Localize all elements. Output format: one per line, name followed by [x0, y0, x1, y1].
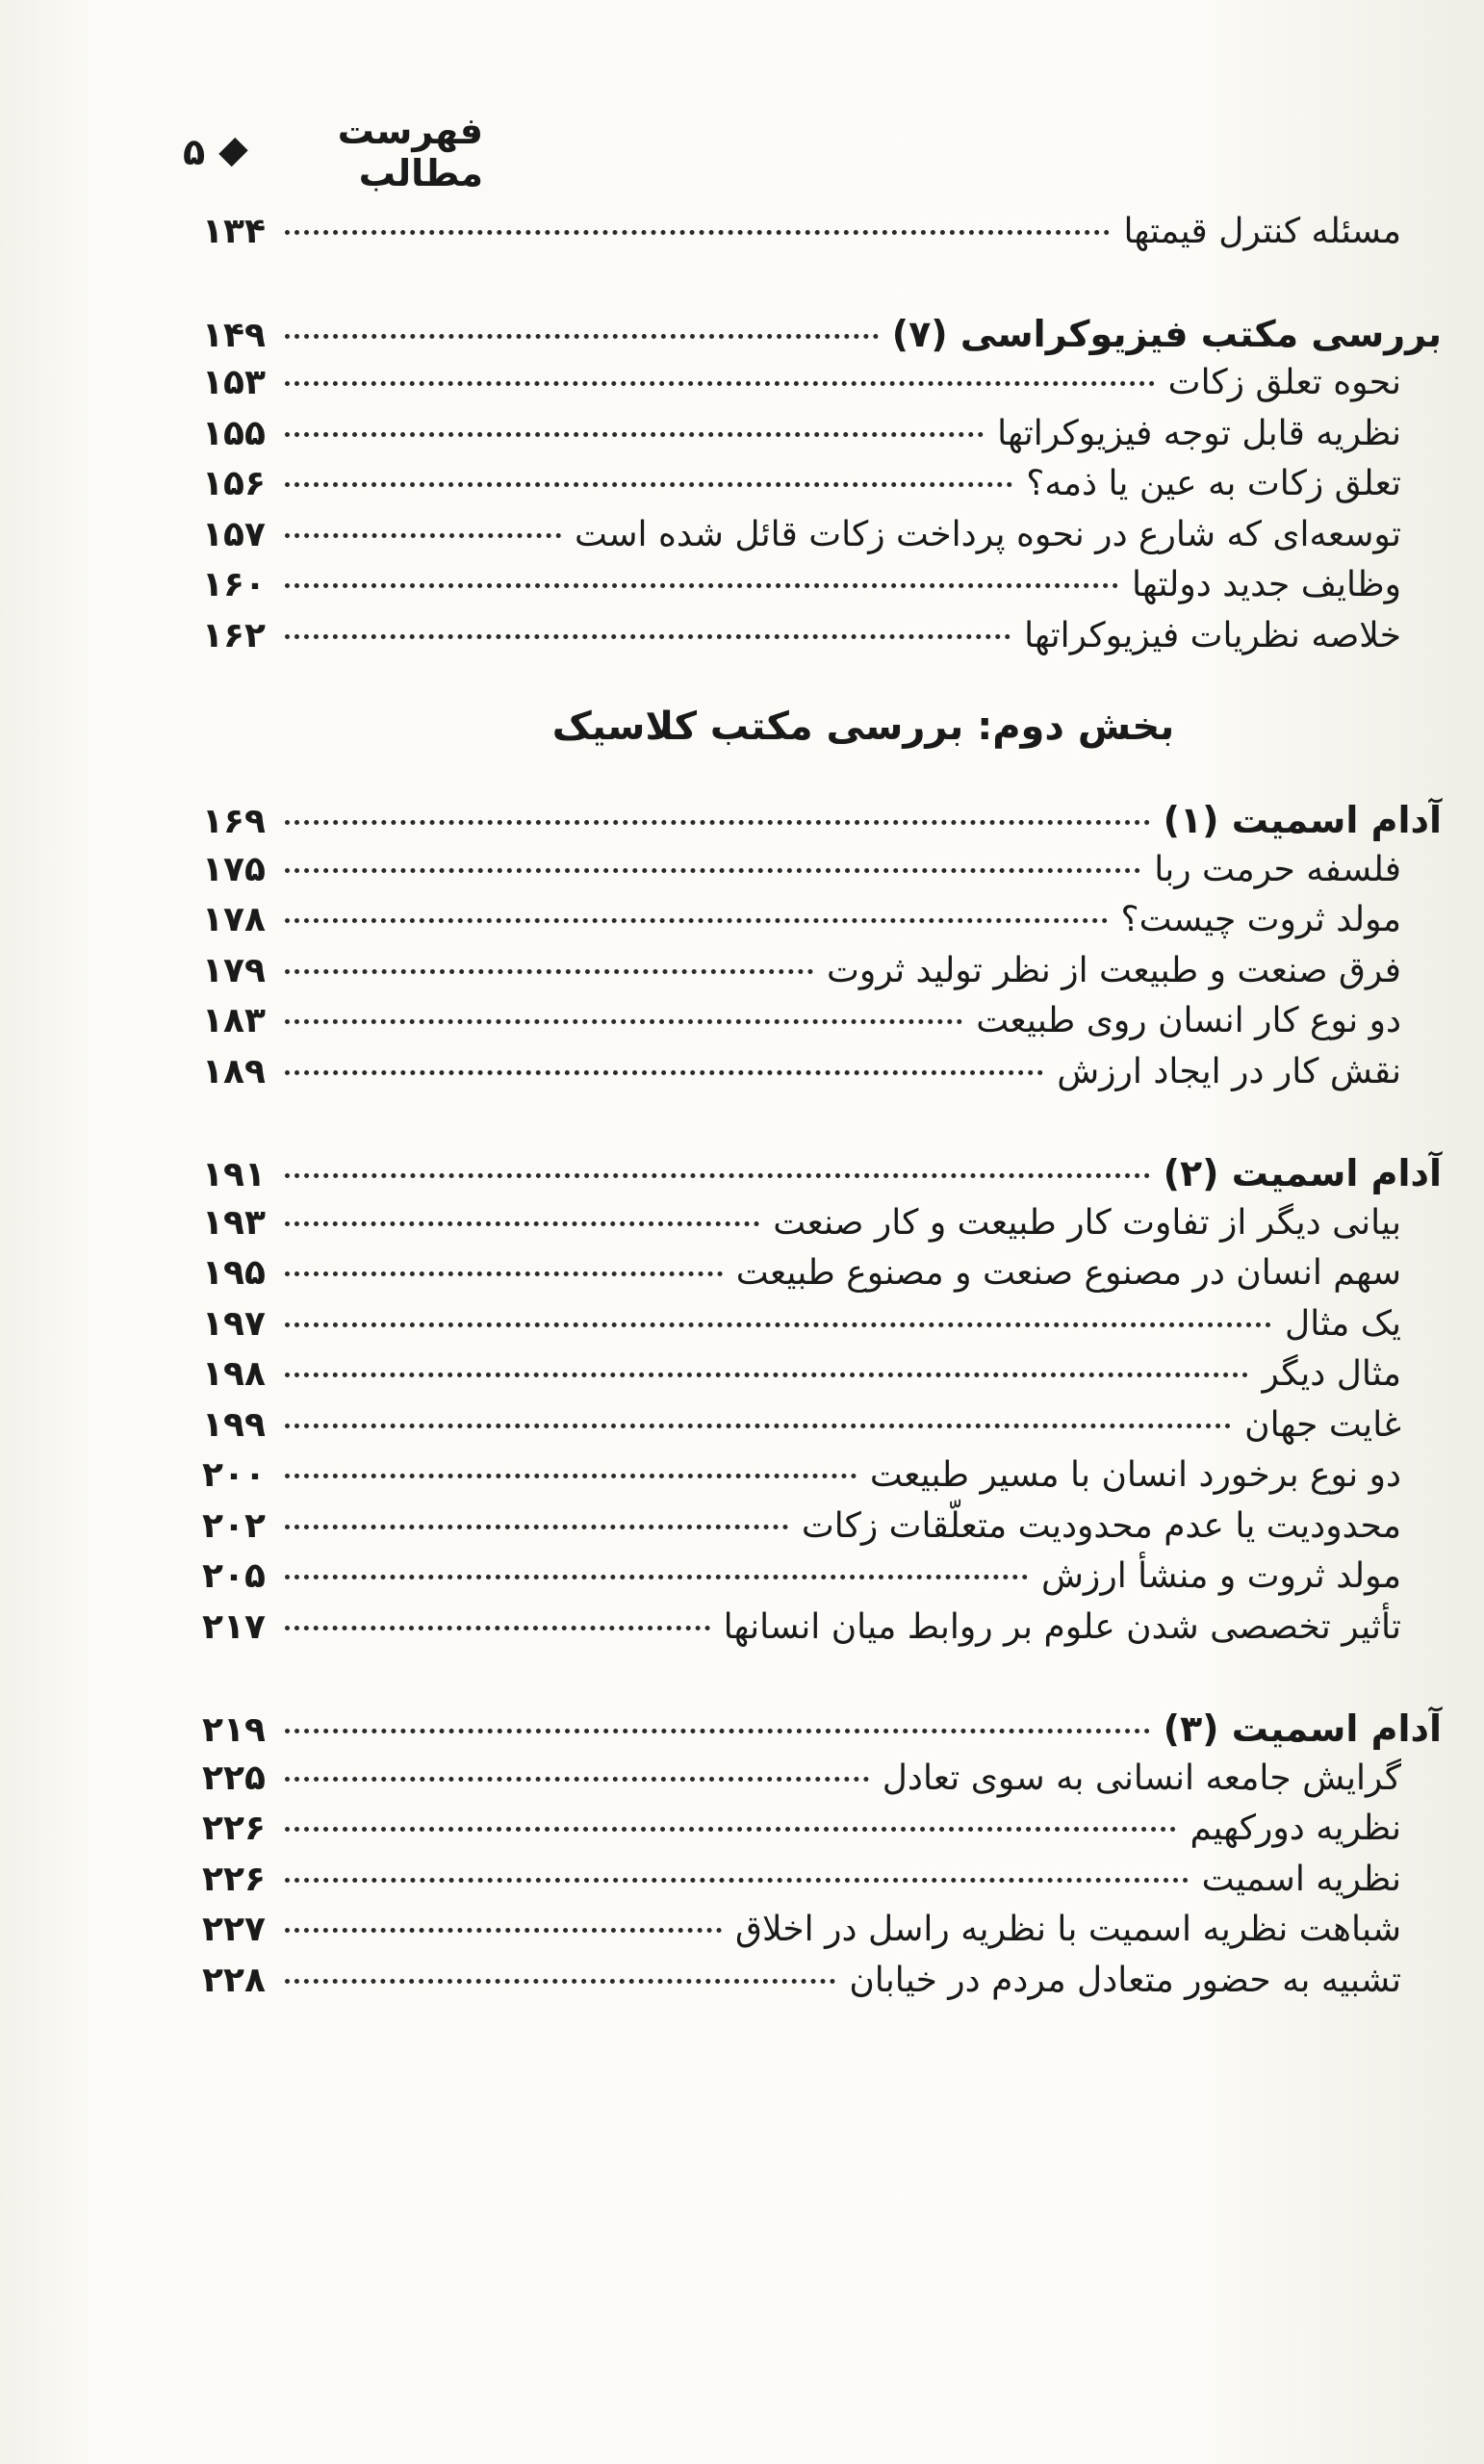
dot-leader: [285, 1019, 962, 1024]
toc-entry-page: ۲۲۶: [202, 1859, 266, 1899]
section-gap: [202, 1657, 1409, 1707]
toc-chapter-title: آدام اسمیت (۲): [1163, 1152, 1442, 1194]
toc-entry-title: تعلق زکات به عین یا ذمه؟: [1026, 464, 1401, 503]
toc-entry-page: ۱۷۹: [202, 950, 266, 990]
running-head-title: فهرست مطالب: [337, 110, 483, 194]
toc-entry-title: گرایش جامعه انسانی به سوی تعادل: [882, 1758, 1401, 1798]
toc-entry-page: ۲۰۰: [202, 1455, 266, 1495]
toc-entry[interactable]: [202, 1860, 1409, 1911]
dot-leader: [285, 1928, 722, 1933]
toc-entry-title: نقش کار در ایجاد ارزش: [1057, 1051, 1401, 1091]
toc-chapter-title: آدام اسمیت (۱): [1163, 799, 1442, 841]
toc-chapter-entry[interactable]: [202, 1707, 1442, 1758]
dot-leader: [285, 1322, 1271, 1327]
toc-entry-page: ۱۵۶: [202, 464, 266, 503]
dot-leader: [285, 533, 561, 538]
toc-chapter-title: آدام اسمیت (۳): [1163, 1707, 1442, 1750]
toc-entry-page: ۱۷۸: [202, 900, 266, 939]
toc-entry-title: غایت جهان: [1244, 1404, 1401, 1445]
toc-entry[interactable]: [202, 1203, 1409, 1254]
dot-leader: [285, 1979, 835, 1984]
toc-entry-title: دو نوع کار انسان روی طبیعت: [976, 1001, 1401, 1040]
dot-leader: [285, 1271, 723, 1276]
toc-entry[interactable]: [202, 1304, 1409, 1355]
toc-entry-title: تشبیه به حضور متعادل مردم در خیابان: [849, 1960, 1401, 2000]
toc-entry-page: ۱۵۵: [202, 413, 266, 453]
toc-entry-title: شباهت نظریه اسمیت با نظریه راسل در اخلاق: [735, 1910, 1401, 1949]
toc-chapter-page: ۲۱۹: [202, 1710, 266, 1750]
dot-leader: [285, 1525, 788, 1529]
toc-entry-page: ۱۶۲: [202, 615, 266, 655]
toc-entry[interactable]: [202, 464, 1409, 515]
dot-leader: [285, 1729, 1150, 1733]
dot-leader: [285, 1878, 1189, 1883]
toc-entry[interactable]: [202, 565, 1409, 616]
dot-leader: [285, 969, 813, 974]
toc-chapter-entry[interactable]: [202, 799, 1442, 850]
toc-entry[interactable]: [202, 1001, 1409, 1052]
toc-chapter-entry[interactable]: [202, 312, 1442, 364]
part-heading: بخش دوم: بررسی مکتب کلاسیک: [551, 705, 1175, 749]
section-gap: [202, 1102, 1409, 1152]
toc-entry-page: ۲۲۷: [202, 1910, 266, 1949]
toc-entry-page: ۱۹۹: [202, 1404, 266, 1445]
section-gap: [202, 263, 1409, 313]
toc-entry-page: ۱۳۴: [202, 212, 266, 251]
dot-leader: [285, 1474, 857, 1478]
toc-entry-title: تأثیر تخصصی شدن علوم بر روابط میان انسانها: [723, 1606, 1401, 1647]
toc-entry-page: ۲۲۸: [202, 1960, 266, 2000]
dot-leader: [285, 1173, 1150, 1178]
dot-leader: [285, 868, 1140, 873]
toc-entry[interactable]: [202, 1910, 1409, 1961]
running-head-page-number: ۵: [183, 131, 206, 173]
toc-entry[interactable]: [202, 1961, 1409, 2012]
toc-entry[interactable]: [202, 1405, 1409, 1456]
toc-entry[interactable]: [202, 1253, 1409, 1304]
toc-entry-title: محدودیت یا عدم محدودیت متعلّقات زکات: [801, 1505, 1401, 1546]
dot-leader: [285, 482, 1012, 487]
toc-entry-page: ۲۱۷: [202, 1606, 266, 1647]
toc-entry[interactable]: [202, 515, 1409, 566]
toc-entry-title: سهم انسان در مصنوع صنعت و مصنوع طبیعت: [735, 1253, 1401, 1293]
toc-entry[interactable]: [202, 212, 1409, 263]
toc-entry-page: ۱۵۷: [202, 514, 266, 554]
toc-chapter-title: بررسی مکتب فیزیوکراسی (۷): [891, 312, 1442, 355]
toc-entry[interactable]: [202, 850, 1409, 901]
toc-entry[interactable]: [202, 951, 1409, 1002]
toc-entry-title: خلاصه نظریات فیزیوکراتها: [1024, 615, 1401, 655]
dot-leader: [285, 1221, 759, 1226]
dot-leader: [285, 1424, 1231, 1428]
toc-entry-title: نظریه قابل توجه فیزیوکراتها: [997, 413, 1401, 453]
dot-leader: [285, 1373, 1248, 1377]
toc-entry[interactable]: [202, 363, 1409, 414]
toc-entry-page: ۲۲۶: [202, 1809, 266, 1848]
toc-entry-title: مولد ثروت چیست؟: [1120, 900, 1401, 939]
toc-entry[interactable]: [202, 1052, 1409, 1103]
dot-leader: [285, 334, 879, 339]
running-head: [183, 110, 483, 194]
toc-entry-page: ۱۵۳: [202, 363, 266, 402]
toc-entry[interactable]: [202, 1556, 1409, 1607]
toc-entry[interactable]: [202, 1455, 1409, 1506]
toc-entry-title: نحوه تعلق زکات: [1167, 363, 1401, 402]
dot-leader: [285, 1777, 869, 1782]
toc-entry-page: ۱۶۰: [202, 565, 266, 604]
toc-entry[interactable]: [202, 1758, 1409, 1810]
toc-entry-page: ۲۲۵: [202, 1758, 266, 1798]
dot-leader: [285, 583, 1118, 588]
toc-chapter-entry[interactable]: [202, 1152, 1442, 1203]
toc-entry[interactable]: [202, 1809, 1409, 1860]
toc-entry-page: ۲۰۵: [202, 1556, 266, 1596]
toc-entry-page: ۱۷۵: [202, 849, 266, 889]
toc-entry-page: ۱۹۷: [202, 1303, 266, 1344]
dot-leader: [285, 230, 1110, 235]
dot-leader: [285, 634, 1011, 639]
dot-leader: [285, 918, 1108, 923]
toc-entry[interactable]: [202, 414, 1409, 465]
dot-leader: [285, 432, 984, 437]
toc-entry-title: توسعه‌ای که شارع در نحوه پرداخت زکات قائل شده است: [575, 514, 1401, 554]
toc-chapter-page: ۱۹۱: [202, 1155, 266, 1194]
toc-chapter-page: ۱۶۹: [202, 802, 266, 841]
toc-chapter-page: ۱۴۹: [202, 315, 266, 355]
toc-entry-title: نظریه اسمیت: [1201, 1859, 1401, 1899]
toc-entry-title: مسئله کنترل قیمتها: [1123, 212, 1401, 251]
toc-entry[interactable]: [202, 1607, 1409, 1658]
toc-entry[interactable]: [202, 616, 1409, 667]
toc-entry-title: فلسفه حرمت ربا: [1154, 849, 1401, 889]
toc-entry-title: دو نوع برخورد انسان با مسیر طبیعت: [869, 1455, 1401, 1495]
dot-leader: [285, 1070, 1043, 1075]
toc-entry-title: فرق صنعت و طبیعت از نظر تولید ثروت: [826, 950, 1401, 990]
toc-entry-title: مولد ثروت و منشأ ارزش: [1040, 1556, 1401, 1596]
dot-leader: [285, 1575, 1028, 1579]
dot-leader: [285, 820, 1150, 825]
toc-entry-page: ۱۹۸: [202, 1354, 266, 1394]
toc-entry-page: ۱۹۵: [202, 1253, 266, 1293]
toc-entry-page: ۱۸۳: [202, 1001, 266, 1040]
toc-entry[interactable]: [202, 900, 1409, 951]
toc-entry-title: نظریه دورکهیم: [1190, 1809, 1401, 1848]
toc-entry-page: ۲۰۲: [202, 1505, 266, 1546]
toc-entry-page: ۱۹۳: [202, 1202, 266, 1243]
toc-entry-title: وظایف جدید دولتها: [1131, 565, 1401, 604]
toc-entry-title: بیانی دیگر از تفاوت کار طبیعت و کار صنعت: [773, 1202, 1401, 1243]
table-of-contents: [202, 212, 1442, 2011]
toc-entry[interactable]: [202, 1506, 1409, 1557]
toc-entry[interactable]: [202, 1354, 1409, 1405]
diamond-ornament-icon: [218, 138, 247, 167]
dot-leader: [285, 1827, 1176, 1832]
dot-leader: [285, 381, 1155, 386]
toc-entry-page: ۱۸۹: [202, 1051, 266, 1091]
dot-leader: [285, 1626, 710, 1630]
toc-entry-title: مثال دیگر: [1262, 1354, 1401, 1394]
toc-entry-title: یک مثال: [1285, 1303, 1401, 1344]
